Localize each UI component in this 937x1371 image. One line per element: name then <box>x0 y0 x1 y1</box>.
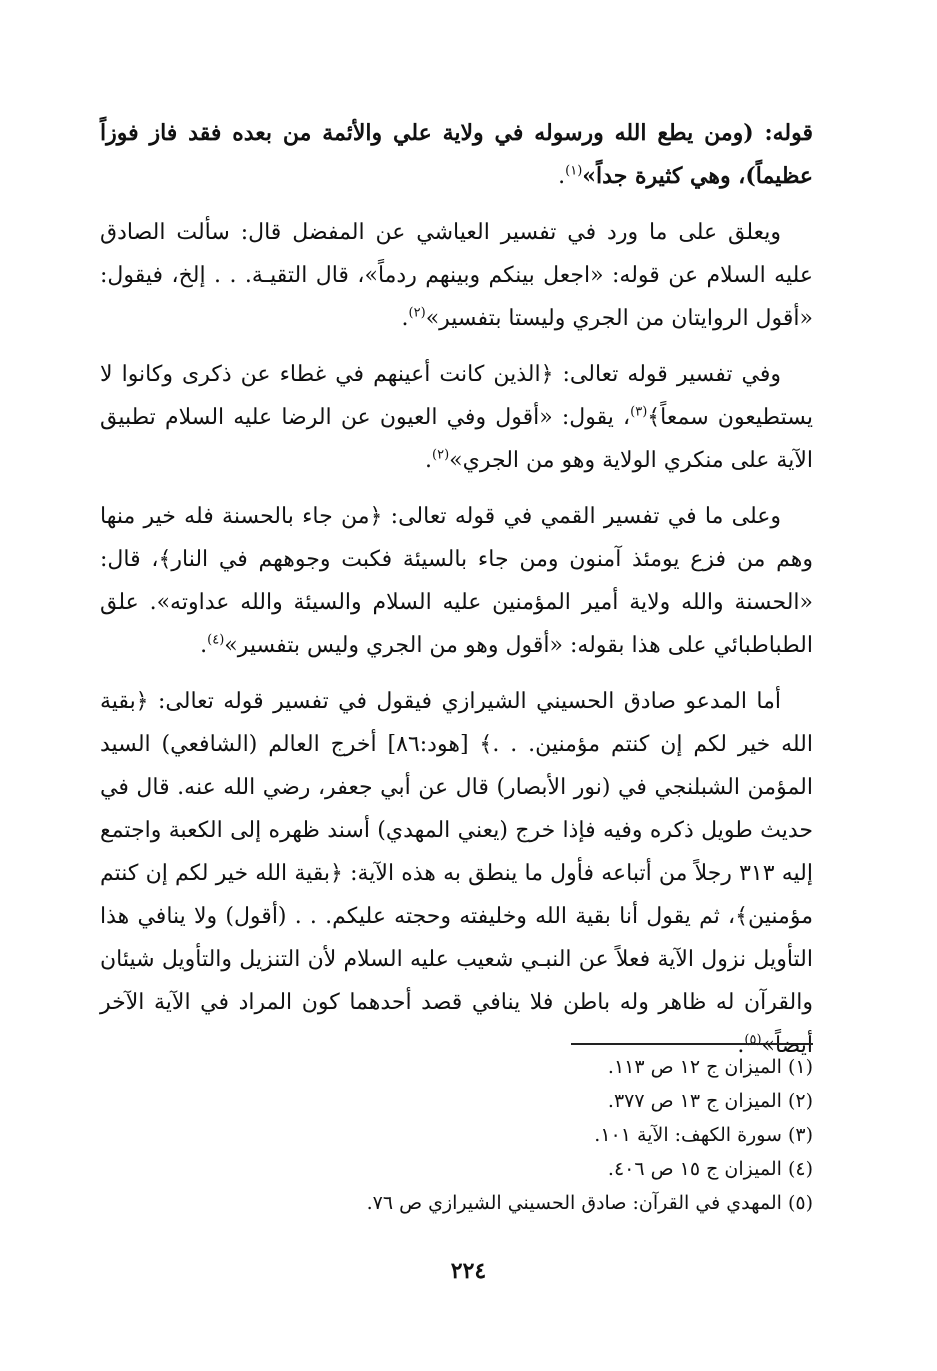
footnote-divider <box>571 1043 813 1045</box>
footnote-number: (١) <box>787 1056 813 1078</box>
paragraph-text: ويعلق على ما ورد في تفسير العياشي عن المفضل قال: سألت الصادق عليه السلام عن قوله: «اجعل بينكم وبينهم ردماً»، قال التقيـة. . . إلخ، فيقول: «أقول الروايتان من الجري وليستا بتفسير» <box>100 220 813 331</box>
paragraph-end: . <box>200 633 208 658</box>
page-number: ٢٢٤ <box>450 1258 487 1284</box>
footnote-2 <box>213 1084 813 1118</box>
footnote-1 <box>213 1050 813 1084</box>
paragraph-2 <box>100 211 813 340</box>
footnote-3 <box>213 1118 813 1152</box>
paragraph-end: . <box>401 306 409 331</box>
footnote-ref: (٣) <box>630 404 648 420</box>
paragraph-end: . <box>558 164 566 189</box>
paragraph-lead: قوله: <box>764 120 813 146</box>
footnote-5 <box>213 1186 813 1220</box>
footnote-ref: (١) <box>565 163 583 179</box>
footnote-ref: (٤) <box>207 632 225 648</box>
footnote-text: الميزان ج ١٣ ص ٣٧٧. <box>607 1090 782 1112</box>
footnote-number: (٢) <box>787 1090 813 1112</box>
footnote-number: (٥) <box>787 1192 813 1214</box>
paragraph-text: (ومن يطع الله ورسوله في ولاية علي والأئمة من بعده فقد فاز فوزاً عظيماً)، وهي كثيرة جداً» <box>100 120 813 189</box>
footnote-ref: (٢) <box>408 305 426 321</box>
paragraph-1 <box>100 112 813 198</box>
footnote-number: (٣) <box>787 1124 813 1146</box>
footnote-4 <box>213 1152 813 1186</box>
footnote-text: سورة الكهف: الآية ١٠١. <box>594 1124 782 1146</box>
paragraph-end: . <box>737 1033 745 1058</box>
paragraph-5 <box>100 680 813 1067</box>
footnote-ref: (٢) <box>432 447 450 463</box>
footnote-text: الميزان ج ١٥ ص ٤٠٦. <box>607 1158 782 1180</box>
footnote-ref: (٥) <box>744 1032 762 1048</box>
footnotes-list <box>213 1050 813 1220</box>
paragraph-3 <box>100 353 813 482</box>
paragraph-end: . <box>425 448 433 473</box>
paragraph-4 <box>100 495 813 667</box>
paragraph-text: وعلى ما في تفسير القمي في قوله تعالى: ﴿من جاء بالحسنة فله خير منها وهم من فزع يومئذ آمنون ومن جاء بالسيئة فكبت وجوههم في النار﴾، قال: «الحسنة والله ولاية أمير المؤمنين عليه السلام والسيئة والله عداوته». علق الطباطبائي على هذا بقوله: «أقول وهو من الجري وليس بتفسير» <box>100 504 813 658</box>
paragraph-text: وفي تفسير قوله تعالى: ﴿الذين كانت أعينهم في غطاء عن ذكرى وكانوا لا يستطيعون سمعاً﴾ <box>100 362 813 430</box>
paragraph-text-continued: ، يقول: «أقول وفي العيون عن الرضا عليه السلام تطبيق الآية على منكري الولاية وهو من الجري» <box>100 405 813 473</box>
page-body <box>100 112 813 1080</box>
paragraph-text: أما المدعو صادق الحسيني الشيرازي فيقول في تفسير قوله تعالى: ﴿بقية الله خير لكم إن كنتم مؤمنين. . .﴾ [هود:٨٦] أخرج العالم (الشافعي) السيد المؤمن الشبلنجي في (نور الأبصار) قال عن أبي جعفر، رضي الله عنه. قال في حديث طويل ذكره وفيه فإذا خرج (يعني المهدي) أسند ظهره إلى الكعبة واجتمع إليه ٣١٣ رجلاً من أتباعه فأول ما ينطق به هذه الآية: ﴿بقية الله خير لكم إن كنتم مؤمنين﴾، ثم يقول أنا بقية الله وخليفته وحجته عليكم. . . (أقول) ولا ينافي هذا التأويل نزول الآية فعلاً عن النبـي شعيب عليه السلام لأن التنزيل والتأويل شيئان والقرآن له ظاهر وله باطن فلا ينافي قصد أحدهما كون المراد في الآية الآخر أيضاً» <box>100 689 813 1058</box>
footnote-number: (٤) <box>787 1158 813 1180</box>
footnote-text: المهدي في القرآن: صادق الحسيني الشيرازي ص ٧٦. <box>366 1192 782 1214</box>
footnote-text: الميزان ج ١٢ ص ١١٣. <box>607 1056 782 1078</box>
